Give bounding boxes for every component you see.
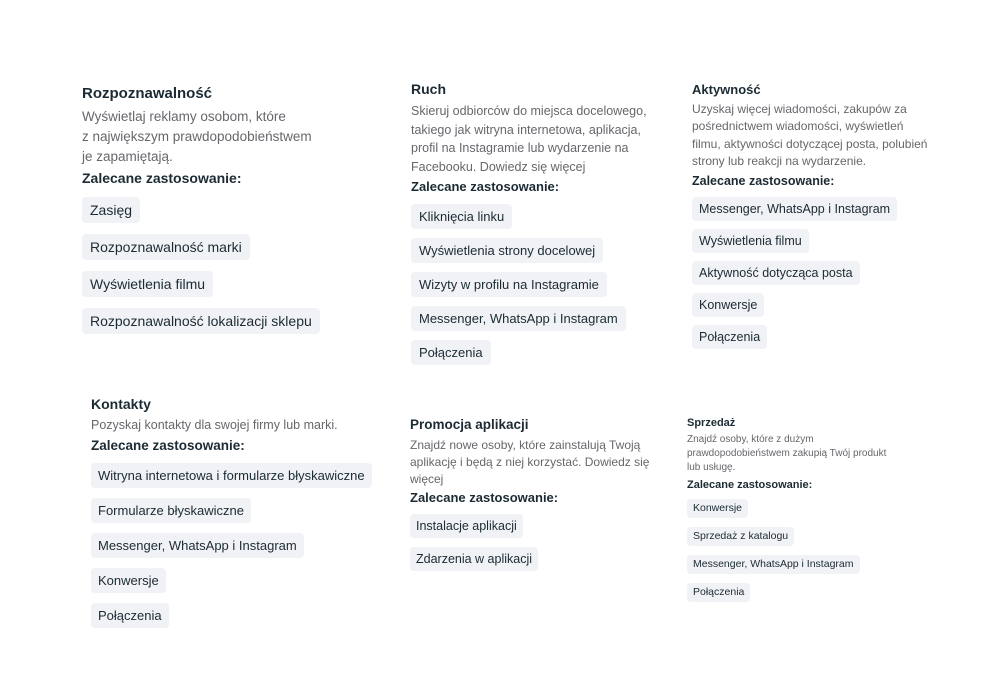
chip-video-views[interactable]: Wyświetlenia filmu xyxy=(692,229,809,253)
objective-title: Sprzedaż xyxy=(687,417,736,429)
objective-description: Uzyskaj więcej wiadomości, zakupów za pośrednictwem wiadomości, wyświetleń filmu, aktywności dotyczącej posta, polubień strony lub reakcji na wydarzenie. xyxy=(692,102,928,169)
chip-messaging-apps[interactable]: Messenger, WhatsApp i Instagram xyxy=(692,197,897,221)
chip-app-events[interactable]: Zdarzenia w aplikacji xyxy=(410,547,538,571)
chip-post-engagement[interactable]: Aktywność dotycząca posta xyxy=(692,261,860,285)
objective-title: Kontakty xyxy=(91,396,151,412)
chip-messaging-apps[interactable]: Messenger, WhatsApp i Instagram xyxy=(91,533,304,558)
recommended-label: Zalecane zastosowanie: xyxy=(692,173,835,188)
recommended-chips xyxy=(410,514,650,571)
objective-card-awareness xyxy=(82,85,382,334)
recommended-chips xyxy=(692,197,932,349)
recommended-chips xyxy=(82,197,382,334)
chip-conversions[interactable]: Konwersje xyxy=(91,568,166,593)
chip-catalog-sales[interactable]: Sprzedaż z katalogu xyxy=(687,527,794,546)
objective-card-engagement xyxy=(692,82,932,349)
chip-conversions[interactable]: Konwersje xyxy=(692,293,764,317)
objective-title: Rozpoznawalność xyxy=(82,85,213,102)
recommended-chips xyxy=(91,463,391,628)
chip-website-and-instant-forms[interactable]: Witryna internetowa i formularze błyskawiczne xyxy=(91,463,372,488)
chip-link-clicks[interactable]: Kliknięcia linku xyxy=(411,204,512,229)
chip-video-views[interactable]: Wyświetlenia filmu xyxy=(82,271,213,297)
chip-instant-forms[interactable]: Formularze błyskawiczne xyxy=(91,498,251,523)
chip-instagram-profile-visits[interactable]: Wizyty w profilu na Instagramie xyxy=(411,272,607,297)
objective-title: Aktywność xyxy=(692,82,761,97)
recommended-chips xyxy=(687,499,887,602)
recommended-label: Zalecane zastosowanie: xyxy=(91,438,245,453)
chip-calls[interactable]: Połączenia xyxy=(411,340,491,365)
recommended-label: Zalecane zastosowanie: xyxy=(410,490,559,505)
chip-calls[interactable]: Połączenia xyxy=(91,603,169,628)
chip-store-location-awareness[interactable]: Rozpoznawalność lokalizacji sklepu xyxy=(82,308,320,334)
chip-messaging-apps[interactable]: Messenger, WhatsApp i Instagram xyxy=(687,555,860,574)
chip-brand-awareness[interactable]: Rozpoznawalność marki xyxy=(82,234,250,260)
objective-description: Skieruj odbiorców do miejsca docelowego, takiego jak witryna internetowa, aplikacja, profil na Instagramie lub wydarzenie na Facebooku. Dowiedz się więcej xyxy=(411,104,647,174)
objective-title: Promocja aplikacji xyxy=(410,417,529,432)
chip-app-installs[interactable]: Instalacje aplikacji xyxy=(410,514,523,538)
objective-description: Znajdź nowe osoby, które zainstalują Twoją aplikację i będą z niej korzystać. Dowiedz się więcej xyxy=(410,438,650,486)
recommended-chips xyxy=(411,204,651,365)
objective-card-sales xyxy=(687,416,887,602)
recommended-label: Zalecane zastosowanie: xyxy=(687,479,813,491)
objective-description: Znajdź osoby, które z dużym prawdopodobieństwem zakupią Twój produkt lub usługę. xyxy=(687,434,887,473)
objective-title: Ruch xyxy=(411,81,446,97)
chip-calls[interactable]: Połączenia xyxy=(692,325,767,349)
objective-card-traffic xyxy=(411,81,651,365)
chip-conversions[interactable]: Konwersje xyxy=(687,499,748,518)
chip-reach[interactable]: Zasięg xyxy=(82,197,140,223)
objective-description: Pozyskaj kontakty dla swojej firmy lub marki. xyxy=(91,418,338,432)
recommended-label: Zalecane zastosowanie: xyxy=(82,170,242,186)
objective-card-app-promotion xyxy=(410,417,650,571)
chip-messaging-apps[interactable]: Messenger, WhatsApp i Instagram xyxy=(411,306,626,331)
objective-description: Wyświetlaj reklamy osobom, które z największym prawdopodobieństwem je zapamiętają. xyxy=(82,109,312,164)
objective-card-leads xyxy=(91,396,391,628)
recommended-label: Zalecane zastosowanie: xyxy=(411,179,560,194)
chip-calls[interactable]: Połączenia xyxy=(687,583,750,602)
chip-landing-page-views[interactable]: Wyświetlenia strony docelowej xyxy=(411,238,603,263)
